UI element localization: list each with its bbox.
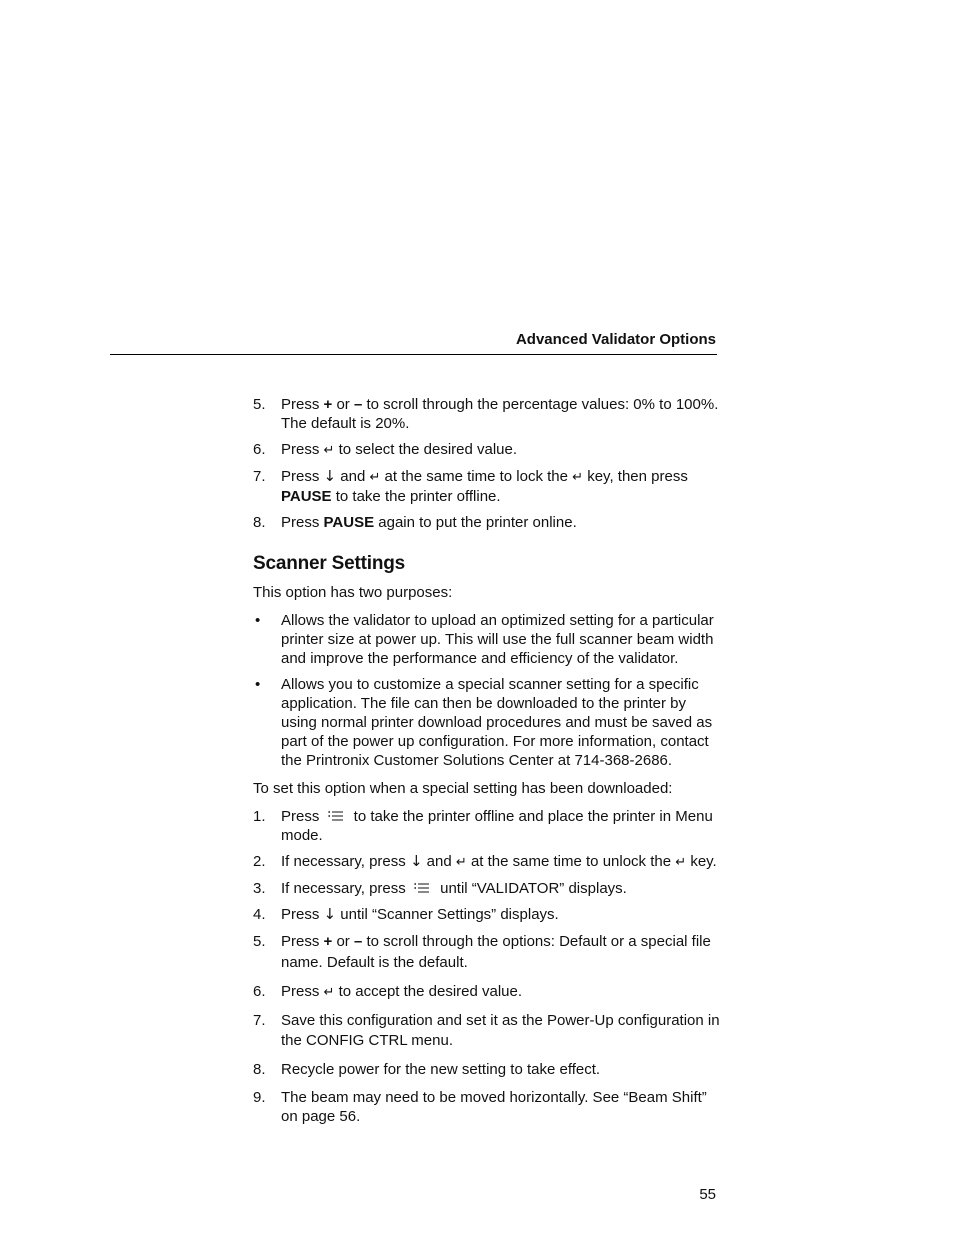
list-item: 9. The beam may need to be moved horizontally. See “Beam Shift” on page 56. xyxy=(253,1089,707,1125)
enter-icon: ↵ xyxy=(323,985,335,1000)
list-item: 4. Press ↓ until “Scanner Settings” displays. xyxy=(253,905,559,923)
step-number: 9. xyxy=(253,1089,266,1106)
list-item: 1. Press to take the printer offline and place the printer in Menu mode. xyxy=(253,808,713,844)
menu-icon xyxy=(328,809,344,823)
step-number: 8. xyxy=(253,514,266,531)
list-item: 7. Save this configuration and set it as the Power-Up configuration in the CONFIG CTRL menu. xyxy=(253,1012,720,1049)
header-rule xyxy=(110,354,717,355)
list-item: 6. Press ↵ to select the desired value. xyxy=(253,441,518,458)
step-number: 7. xyxy=(253,468,266,485)
enter-icon: ↵ xyxy=(455,855,467,870)
enter-icon: ↵ xyxy=(675,855,687,870)
section-title: Scanner Settings xyxy=(253,553,406,574)
running-header: Advanced Validator Options xyxy=(515,331,716,348)
page-content xyxy=(253,395,723,1133)
list-item: 8. Press PAUSE again to put the printer online. xyxy=(253,514,577,531)
step-number: 5. xyxy=(253,396,266,413)
step-number: 2. xyxy=(253,853,266,870)
step-number: 4. xyxy=(253,906,266,923)
list-item: 6. Press ↵ to accept the desired value. xyxy=(253,983,523,1000)
enter-icon: ↵ xyxy=(572,470,584,485)
menu-icon xyxy=(414,881,430,895)
step-number: 6. xyxy=(253,441,266,458)
list-item: 8. Recycle power for the new setting to take effect. xyxy=(253,1061,601,1078)
step-number: 6. xyxy=(253,983,266,1000)
list-item: 5. Press + or – to scroll through the percentage values: 0% to 100%. The default is 20%. xyxy=(253,396,719,432)
bullet-icon: • xyxy=(255,612,261,629)
procedure-lead: To set this option when a special setting has been downloaded: xyxy=(253,780,673,797)
down-arrow-icon: ↓ xyxy=(323,905,337,923)
down-arrow-icon: ↓ xyxy=(409,852,423,870)
section-intro: This option has two purposes: xyxy=(253,584,453,601)
bullet-item: • Allows you to customize a special scanner setting for a specific application. The file can then be downloaded to the printer by using normal printer download procedures and must be saved as part of the power up configuration. For more information, contact the Printronix Customer Solutions Center at 714-368-2686. xyxy=(255,676,713,769)
down-arrow-icon: ↓ xyxy=(323,467,337,485)
list-item: 7. Press ↓ and ↵ at the same time to lock the ↵ key, then press PAUSE to take the printer offline. xyxy=(253,467,688,505)
list-item: 3. If necessary, press until “VALIDATOR” displays. xyxy=(253,880,627,897)
step-number: 3. xyxy=(253,880,266,897)
bullet-icon: • xyxy=(255,676,261,693)
enter-icon: ↵ xyxy=(369,470,381,485)
bullet-item: • Allows the validator to upload an optimized setting for a particular printer size at power up. This will use the full scanner beam width and improve the performance and efficiency of the validator. xyxy=(255,612,714,667)
enter-icon: ↵ xyxy=(323,443,335,458)
step-number: 7. xyxy=(253,1012,266,1029)
step-number: 5. xyxy=(253,933,266,950)
list-item: 2. If necessary, press ↓ and ↵ at the same time to unlock the ↵ key. xyxy=(253,852,717,870)
step-number: 1. xyxy=(253,808,266,825)
step-number: 8. xyxy=(253,1061,266,1078)
list-item: 5. Press + or – to scroll through the options: Default or a special file name. Default is the default. xyxy=(253,933,711,971)
page-number: 55 xyxy=(699,1186,716,1203)
